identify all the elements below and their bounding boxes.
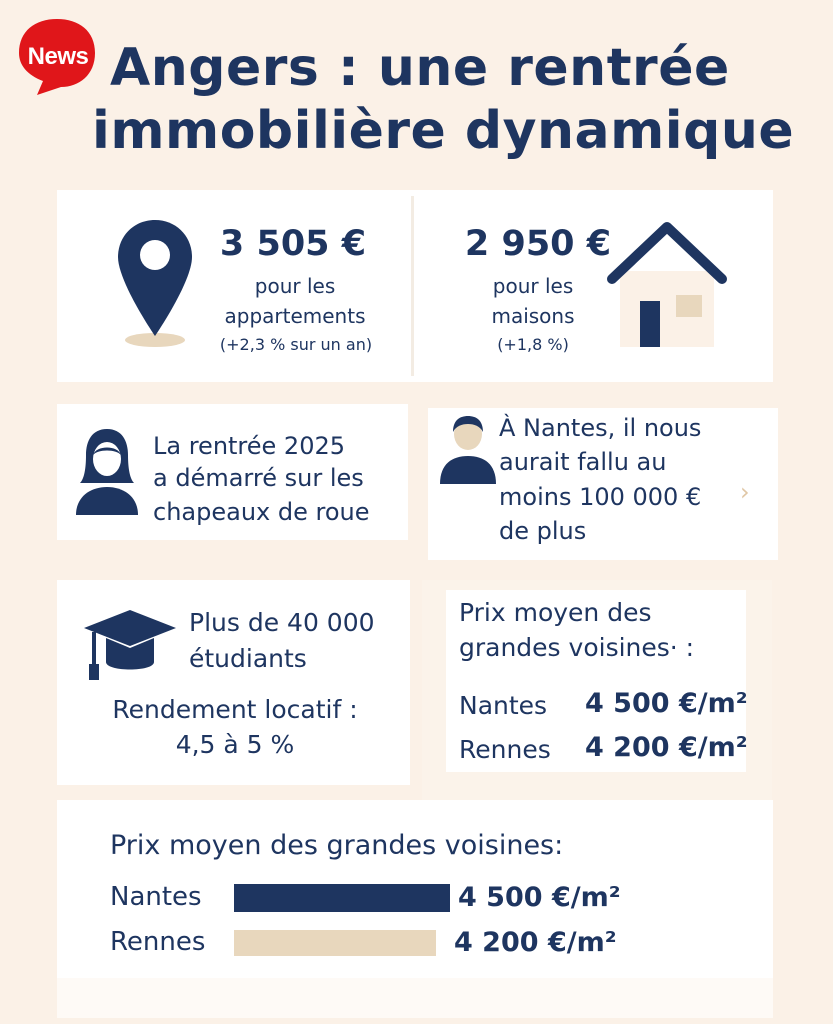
news-badge (17, 17, 97, 97)
neighbors-price-rennes: 4 200 €/m² (585, 732, 748, 763)
man-avatar-icon (438, 412, 498, 486)
apartments-price: 3 505 € (219, 224, 367, 264)
neighbors-city-rennes: Rennes (459, 735, 551, 764)
chart-value-rennes: 4 200 €/m² (454, 927, 617, 958)
house-icon (604, 215, 730, 350)
apartments-label-1: pour les (254, 274, 336, 298)
apartments-change: (+2,3 % sur un an) (219, 335, 373, 354)
quote-woman-line3: chapeaux de roue (153, 498, 370, 526)
houses-price: 2 950 € (464, 224, 612, 264)
chart-bar-nantes (234, 884, 450, 912)
chart-bar-rennes (234, 930, 436, 956)
neighbors-city-nantes: Nantes (459, 691, 548, 720)
chart-value-nantes: 4 500 €/m² (458, 882, 621, 913)
houses-label-2: maisons (491, 304, 575, 328)
houses-change: (+1,8 %) (497, 335, 569, 354)
chevron-right-icon[interactable]: › (740, 478, 750, 506)
location-pin-icon (110, 212, 200, 352)
price-divider (411, 196, 414, 376)
neighbors-price-nantes: 4 500 €/m² (585, 688, 748, 719)
students-line2: étudiants (189, 644, 307, 673)
neighbors-title-1: Prix moyen des (459, 598, 652, 627)
chart-title: Prix moyen des grandes voisines: (110, 830, 564, 861)
quote-man-line1: À Nantes, il nous (499, 414, 702, 442)
graduation-cap-icon (82, 606, 178, 684)
houses-label-1: pour les (492, 274, 574, 298)
quote-man-line2: aurait fallu au (499, 448, 667, 476)
chart-category-rennes: Rennes (110, 927, 206, 957)
quote-man-line3: moins 100 000 € (499, 483, 702, 511)
students-line1: Plus de 40 000 (189, 608, 375, 637)
apartments-label-2: appartements (224, 304, 366, 328)
quote-woman-line2: a démarré sur les (153, 464, 364, 492)
chart-category-nantes: Nantes (110, 882, 202, 912)
neighbors-title-2: grandes voisines· : (459, 633, 695, 662)
page-title-line2: immobilière dynamique (92, 101, 795, 161)
page-title-line1: Angers : une rentrée (110, 38, 730, 98)
quote-woman-line1: La rentrée 2025 (153, 432, 346, 460)
yield-label: Rendement locatif : (112, 695, 358, 724)
chart-card-footer (57, 978, 773, 1018)
quote-man-line4: de plus (499, 517, 587, 545)
woman-avatar-icon (72, 425, 142, 517)
yield-value: 4,5 à 5 % (175, 730, 295, 759)
news-label: News (27, 43, 89, 70)
